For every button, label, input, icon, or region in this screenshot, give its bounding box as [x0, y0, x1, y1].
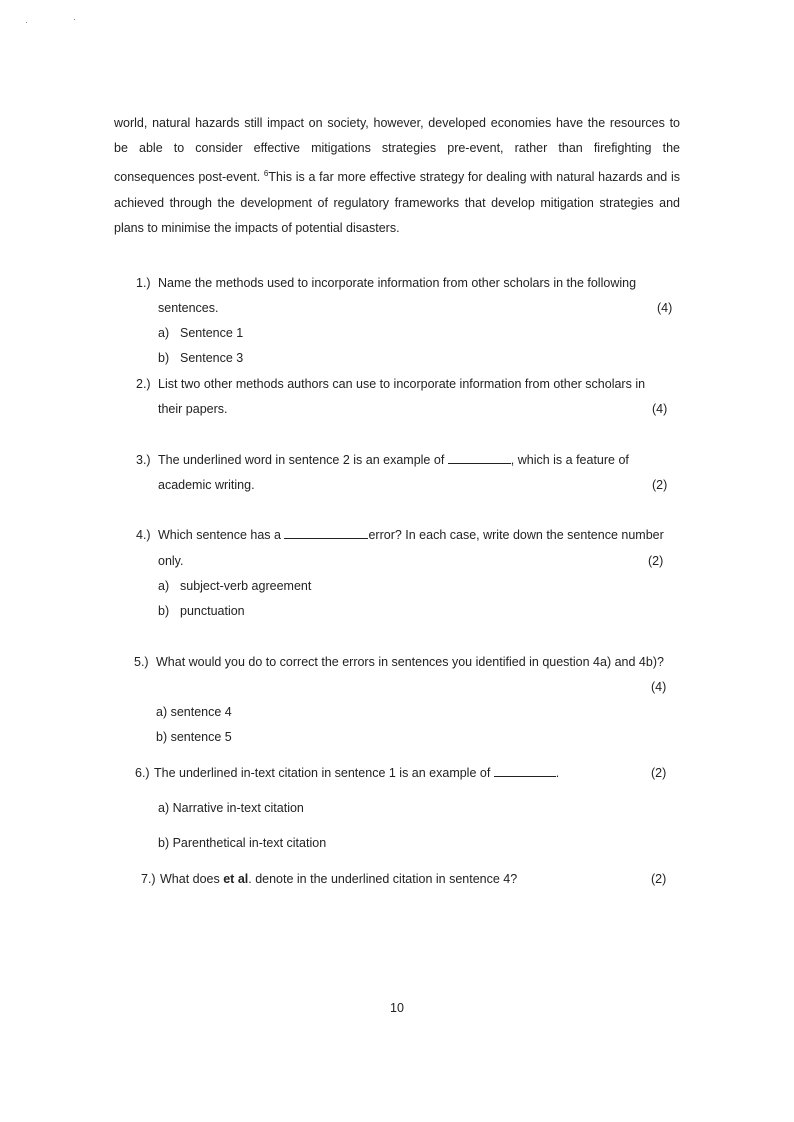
option-label: b)	[158, 351, 170, 365]
question-number: 1.)	[136, 276, 151, 290]
option-label: a)	[158, 579, 170, 593]
question-text	[158, 527, 664, 543]
option-text: subject-verb agreement	[180, 579, 312, 593]
question-text-part: .	[555, 766, 560, 780]
option-text: punctuation	[180, 604, 245, 618]
question-number: 7.)	[141, 872, 156, 886]
question-text-part: , which is a feature of	[510, 453, 629, 467]
paragraph-text-2: This is a far more effective strategy for dealing with natural hazards and is achieved through the development of regulatory frameworks that develop mitigation strategies and plans to minimise the impacts of potential disasters.	[114, 170, 680, 235]
option-text: a) sentence 4	[156, 705, 232, 719]
question-text-part: . denote in the underlined citation in sentence 4?	[248, 872, 518, 886]
question-text-part: The underlined in-text citation in sentence 1 is an example of	[154, 766, 494, 780]
question-text	[158, 452, 629, 468]
question-text-part: error? In each case, write down the sentence number	[368, 528, 664, 542]
fill-blank	[494, 765, 556, 777]
marks-label: (4)	[652, 402, 668, 416]
question-text: List two other methods authors can use to incorporate information from other scholars in	[158, 377, 646, 391]
question-text: only.	[158, 554, 184, 568]
question-number: 2.)	[136, 377, 151, 391]
question-text	[154, 765, 559, 781]
paragraph-text-1: world, natural hazards still impact on society, however, developed economies have the resources to be able to consider effective mitigations strategies pre-event, rather than firefighting the consequences post-event.	[114, 116, 680, 185]
sentence-number-superscript: 6	[263, 169, 269, 179]
page-number: 10	[390, 1001, 404, 1015]
bold-term: et al	[223, 872, 249, 886]
question-number: 3.)	[136, 453, 151, 467]
question-text: sentences.	[158, 301, 219, 315]
question-text-part: Which sentence has a	[158, 528, 285, 542]
marks-label: (4)	[657, 301, 673, 315]
option-text: Sentence 3	[180, 351, 244, 365]
question-number: 6.)	[135, 766, 150, 780]
option-text: b) sentence 5	[156, 730, 232, 744]
marks-label: (2)	[651, 872, 667, 886]
scan-speck	[74, 19, 75, 20]
question-number: 4.)	[136, 528, 151, 542]
question-text: academic writing.	[158, 478, 255, 492]
marks-label: (4)	[651, 680, 667, 694]
marks-label: (2)	[651, 766, 667, 780]
option-text: a) Narrative in-text citation	[158, 801, 304, 815]
question-text: Name the methods used to incorporate information from other scholars in the following	[158, 276, 637, 290]
question-text: What would you do to correct the errors in sentences you identified in question 4a) and 4b)?	[156, 655, 664, 669]
question-text: their papers.	[158, 402, 228, 416]
option-text: b) Parenthetical in-text citation	[158, 836, 327, 850]
option-label: b)	[158, 604, 170, 618]
marks-label: (2)	[648, 554, 664, 568]
body-paragraph	[114, 111, 680, 241]
fill-blank	[284, 527, 368, 539]
marks-label: (2)	[652, 478, 668, 492]
fill-blank	[448, 452, 511, 464]
option-text: Sentence 1	[180, 326, 244, 340]
question-text-part: What does	[160, 872, 224, 886]
option-label: a)	[158, 326, 170, 340]
question-text-part: The underlined word in sentence 2 is an example of	[158, 453, 448, 467]
question-text	[160, 871, 517, 887]
question-number: 5.)	[134, 655, 149, 669]
scan-speck	[26, 22, 27, 23]
